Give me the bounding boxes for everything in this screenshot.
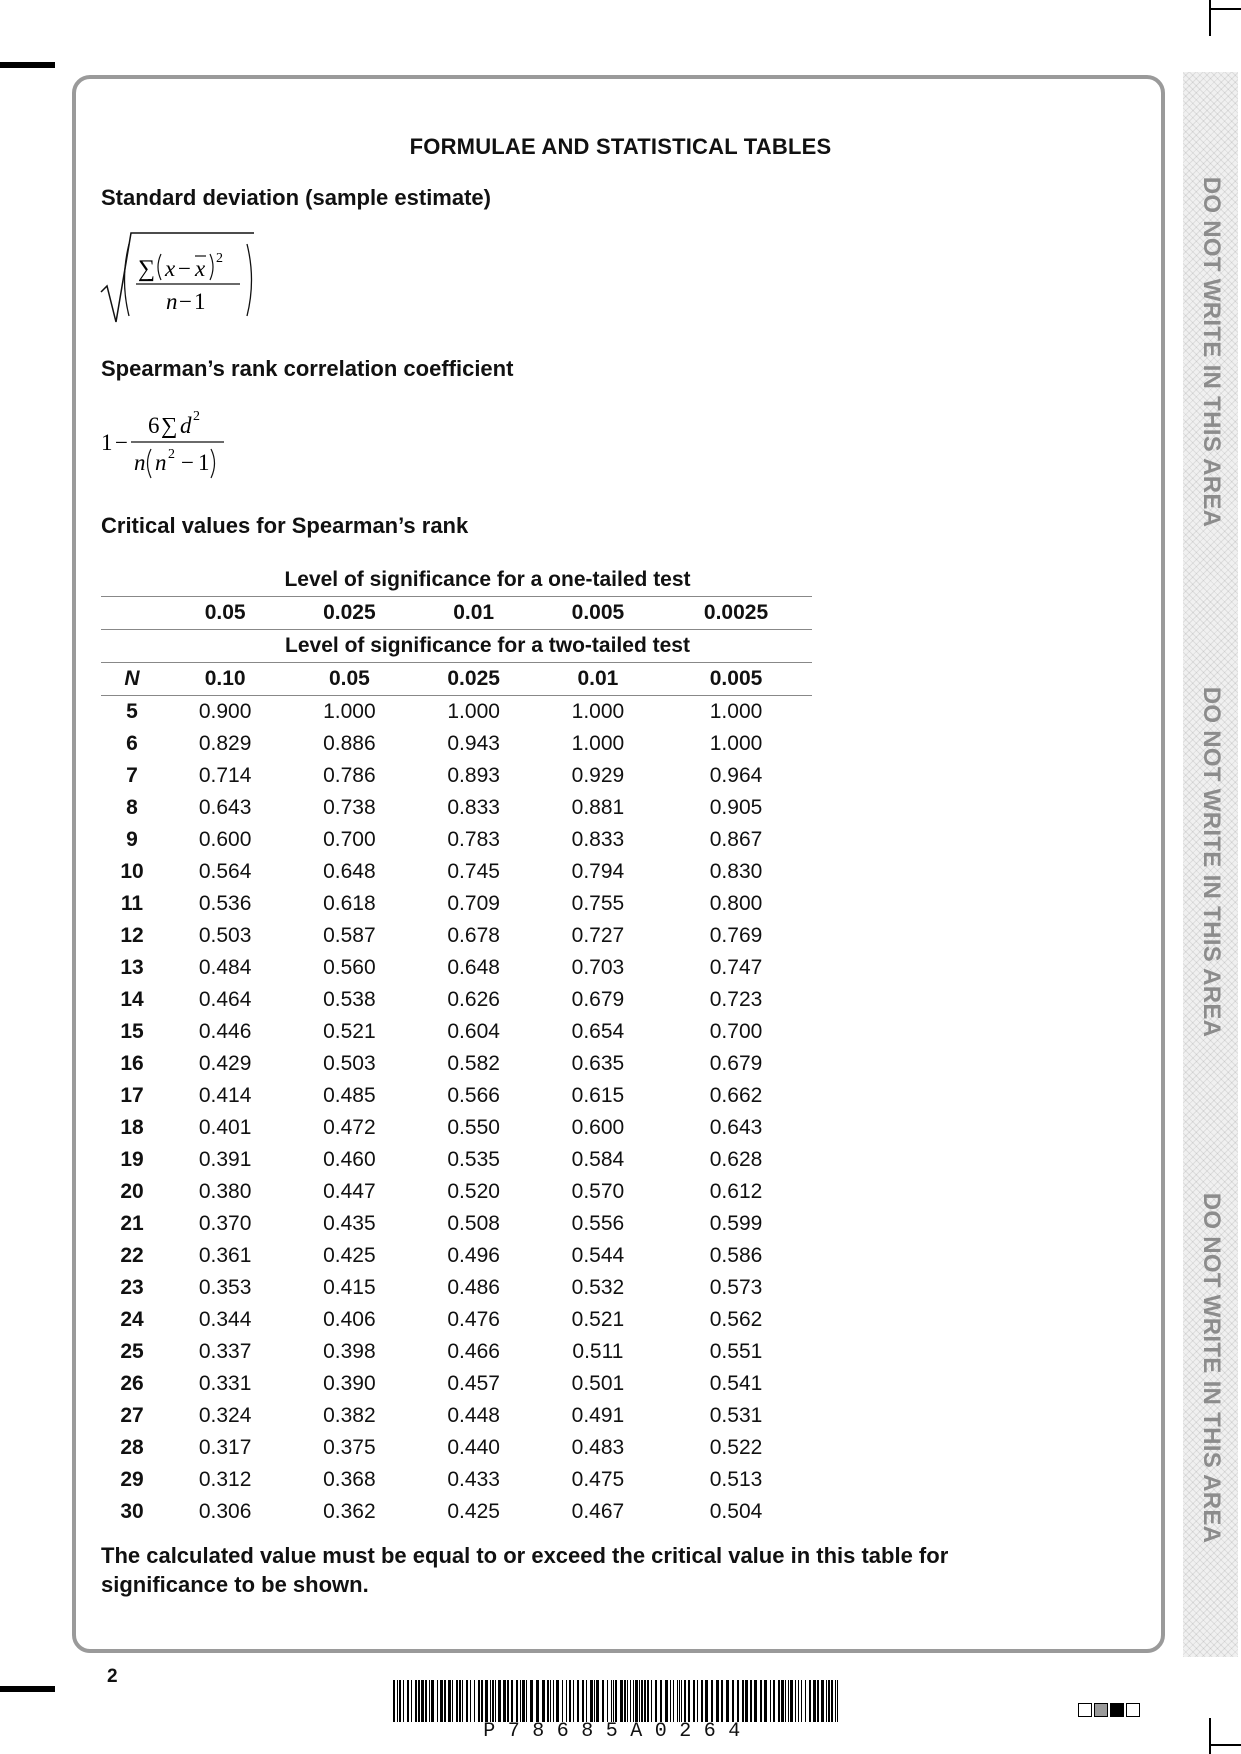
critical-value-cell: 0.337 [198,1340,252,1363]
critical-value-cell: 0.484 [198,956,252,979]
critical-values-heading: Critical values for Spearman’s rank [101,513,469,538]
critical-value-cell: 0.700 [323,828,376,851]
var-n: n [155,450,167,475]
table-row [101,760,812,792]
do-not-write-label: DO NOT WRITE IN THIS AREA [1198,176,1225,528]
critical-value-cell: 0.886 [323,732,376,755]
table-row [101,1272,812,1304]
registration-mark-bottom-left [0,1686,55,1692]
critical-value-cell: 0.615 [571,1084,625,1107]
critical-value-cell: 0.586 [709,1244,763,1267]
critical-value-cell: 0.560 [323,956,376,979]
critical-value-cell: 0.893 [447,764,500,787]
critical-value-cell: 0.599 [709,1212,763,1235]
critical-value-cell: 0.648 [323,860,376,883]
critical-value-cell: 0.353 [198,1276,252,1299]
critical-value-cell: 1.000 [447,700,500,723]
table-row [101,1176,812,1208]
sample-size-cell: 18 [120,1116,144,1139]
sample-size-cell: 6 [126,732,138,755]
critical-value-cell: 0.317 [198,1436,252,1459]
one-tailed-level: 0.0025 [660,597,812,630]
critical-value-cell: 0.964 [709,764,763,787]
critical-value-cell: 0.521 [571,1308,625,1331]
registration-mark-top-right-v [1209,0,1211,36]
critical-value-cell: 1.000 [709,700,763,723]
sample-size-cell: 26 [120,1372,144,1395]
critical-value-cell: 0.472 [323,1116,376,1139]
critical-value-cell: 0.485 [323,1084,376,1107]
sample-size-cell: 25 [120,1340,144,1363]
exponent-2: 2 [168,447,175,462]
two-tailed-level: 0.05 [287,663,411,696]
sample-size-cell: 9 [126,828,138,851]
sample-size-cell: 15 [120,1020,144,1043]
two-tailed-label-row [101,630,812,663]
critical-value-cell: 0.833 [571,828,625,851]
table-row [101,952,812,984]
table-row [101,824,812,856]
critical-value-cell: 0.306 [198,1500,252,1523]
barcode-image [393,1680,843,1722]
sample-size-cell: 11 [120,892,144,915]
critical-value-cell: 0.584 [571,1148,625,1171]
registration-mark-bottom-right-v [1209,1718,1211,1754]
sample-size-cell: 28 [120,1436,144,1459]
one-tailed-label-row [101,564,812,597]
sample-size-cell: 16 [120,1052,144,1075]
critical-value-cell: 0.829 [198,732,252,755]
critical-value-cell: 0.745 [447,860,500,883]
registration-mark-top-right-h [1209,8,1241,10]
table-row [101,1240,812,1272]
critical-value-cell: 0.390 [323,1372,376,1395]
two-tailed-level: 0.01 [536,663,660,696]
critical-value-cell: 0.361 [198,1244,252,1267]
critical-value-cell: 0.551 [709,1340,763,1363]
critical-value-cell: 0.401 [198,1116,252,1139]
critical-value-cell: 0.643 [198,796,252,819]
critical-value-cell: 0.406 [323,1308,376,1331]
critical-value-cell: 0.414 [198,1084,252,1107]
critical-value-cell: 0.648 [447,956,500,979]
minus-sign: − [178,256,191,281]
do-not-write-label: DO NOT WRITE IN THIS AREA [1198,686,1225,1038]
critical-value-cell: 0.447 [323,1180,376,1203]
critical-value-cell: 0.504 [709,1500,763,1523]
critical-value-cell: 0.679 [571,988,625,1011]
two-tailed-label: Level of significance for a two-tailed test [163,630,812,663]
sample-size-cell: 12 [120,924,144,947]
critical-value-cell: 0.503 [198,924,252,947]
table-row [101,1496,812,1528]
critical-value-cell: 0.429 [198,1052,252,1075]
sigma-symbol: ∑ [138,256,156,282]
critical-value-cell: 0.475 [571,1468,625,1491]
critical-value-cell: 0.370 [198,1212,252,1235]
critical-value-cell: 1.000 [709,732,763,755]
sample-size-cell: 22 [120,1244,144,1267]
critical-value-cell: 0.535 [447,1148,500,1171]
critical-value-cell: 0.433 [447,1468,500,1491]
table-row [101,1208,812,1240]
critical-value-cell: 0.483 [571,1436,625,1459]
critical-value-cell: 0.786 [323,764,376,787]
table-row [101,728,812,760]
critical-value-cell: 0.382 [323,1404,376,1427]
sample-size-cell: 20 [120,1180,144,1203]
critical-value-cell: 0.587 [323,924,376,947]
critical-value-cell: 0.425 [447,1500,500,1523]
one-tailed-levels-row [101,597,812,630]
critical-value-cell: 0.457 [447,1372,500,1395]
critical-value-cell: 0.679 [709,1052,763,1075]
sample-size-cell: 29 [120,1468,144,1491]
sample-size-cell: 14 [120,988,144,1011]
critical-value-cell: 1.000 [571,700,625,723]
var-n: n [134,450,146,475]
critical-value-cell: 0.511 [572,1340,624,1363]
critical-value-cell: 0.464 [198,988,252,1011]
do-not-write-label: DO NOT WRITE IN THIS AREA [1198,1192,1225,1544]
critical-value-cell: 0.929 [571,764,625,787]
critical-value-cell: 0.600 [571,1116,625,1139]
critical-value-cell: 0.570 [571,1180,625,1203]
critical-value-cell: 0.380 [198,1180,252,1203]
sample-size-cell: 17 [120,1084,144,1107]
critical-value-cell: 0.604 [447,1020,500,1043]
critical-value-cell: 0.531 [709,1404,763,1427]
critical-value-cell: 0.582 [447,1052,500,1075]
critical-value-cell: 0.905 [709,796,763,819]
one-tailed-level: 0.025 [287,597,411,630]
minus-sign: − [181,450,194,475]
critical-value-cell: 0.635 [571,1052,625,1075]
sample-size-cell: 13 [120,956,144,979]
critical-value-cell: 0.662 [709,1084,763,1107]
critical-value-cell: 0.900 [198,700,252,723]
critical-value-cell: 0.800 [709,892,763,915]
critical-value-cell: 0.508 [447,1212,500,1235]
sample-size-cell: 5 [126,700,138,723]
table-row [101,1368,812,1400]
critical-value-cell: 0.440 [447,1436,500,1459]
critical-value-cell: 0.446 [198,1020,252,1043]
critical-value-cell: 1.000 [571,732,625,755]
one-tailed-level: 0.05 [163,597,287,630]
critical-value-cell: 0.867 [709,828,763,851]
sd-formula [98,230,268,330]
critical-value-cell: 0.714 [198,764,252,787]
sd-heading: Standard deviation (sample estimate) [101,185,491,210]
critical-value-cell: 0.486 [447,1276,500,1299]
two-tailed-level: 0.10 [163,663,287,696]
critical-value-cell: 0.398 [323,1340,376,1363]
critical-value-cell: 0.654 [571,1020,625,1043]
critical-value-cell: 0.643 [709,1116,763,1139]
critical-value-cell: 0.503 [323,1052,376,1075]
critical-value-cell: 0.738 [323,796,376,819]
table-row [101,1400,812,1432]
critical-value-cell: 0.727 [571,924,625,947]
critical-value-cell: 0.331 [198,1372,252,1395]
n-column-header: N [101,663,163,696]
critical-value-cell: 0.678 [447,924,500,947]
critical-value-cell: 0.501 [571,1372,625,1395]
critical-value-cell: 0.522 [709,1436,763,1459]
critical-value-cell: 0.600 [198,828,252,851]
critical-value-cell: 0.709 [447,892,500,915]
var-n: n [166,289,178,314]
critical-value-cell: 0.513 [709,1468,763,1491]
critical-value-cell: 0.881 [571,796,625,819]
one-tailed-label: Level of significance for a one-tailed test [163,564,812,597]
critical-value-cell: 0.755 [571,892,625,915]
two-tailed-levels-row [101,663,812,696]
critical-value-cell: 0.536 [198,892,252,915]
sample-size-cell: 8 [126,796,138,819]
page-title: FORMULAE AND STATISTICAL TABLES [409,134,832,159]
sample-size-cell: 23 [120,1276,144,1299]
critical-value-cell: 0.564 [198,860,252,883]
critical-value-cell: 0.425 [323,1244,376,1267]
critical-value-cell: 0.723 [709,988,763,1011]
sample-size-cell: 7 [126,764,138,787]
var-d: d [180,413,192,438]
sample-size-cell: 19 [120,1148,144,1171]
critical-value-cell: 0.496 [447,1244,500,1267]
critical-value-cell: 0.783 [447,828,500,851]
sample-size-cell: 10 [120,860,144,883]
critical-value-cell: 0.612 [709,1180,763,1203]
table-row [101,1080,812,1112]
registration-mark-bottom-right-h [1209,1744,1241,1746]
spearman-heading: Spearman’s rank correlation coefficient [101,356,514,381]
critical-value-cell: 0.466 [447,1340,500,1363]
critical-value-cell: 0.703 [571,956,625,979]
critical-value-cell: 0.573 [709,1276,763,1299]
var-xbar: x [195,256,206,281]
one-tailed-level: 0.005 [536,597,660,630]
table-row [101,1112,812,1144]
table-row [101,920,812,952]
sigma-symbol: ∑ [161,413,178,438]
number-1: 1 [101,430,113,455]
critical-value-cell: 0.700 [709,1020,763,1043]
critical-value-cell: 0.344 [198,1308,252,1331]
table-row [101,984,812,1016]
table-row [101,1048,812,1080]
critical-value-cell: 0.362 [323,1500,376,1523]
exponent-2: 2 [193,409,200,424]
critical-value-cell: 0.391 [198,1148,252,1171]
critical-value-cell: 0.324 [198,1404,252,1427]
table-row [101,792,812,824]
one-tailed-level: 0.01 [412,597,536,630]
critical-values-table [101,564,812,1528]
registration-mark-top-left [0,62,55,68]
table-row [101,888,812,920]
minus-sign: − [115,430,128,455]
table-row [101,1336,812,1368]
number-6: 6 [148,413,160,438]
sample-size-cell: 21 [120,1212,144,1235]
critical-value-cell: 0.833 [447,796,500,819]
critical-value-cell: 1.000 [323,700,376,723]
var-x: x [165,256,176,281]
critical-value-cell: 0.532 [571,1276,625,1299]
critical-value-cell: 0.521 [323,1020,376,1043]
critical-value-cell: 0.538 [323,988,376,1011]
critical-value-cell: 0.476 [447,1308,500,1331]
critical-value-cell: 0.562 [709,1308,763,1331]
critical-value-cell: 0.830 [709,860,763,883]
minus-sign: − [179,289,192,314]
table-row [101,1432,812,1464]
critical-value-cell: 0.368 [323,1468,376,1491]
number-1: 1 [194,289,206,314]
critical-value-cell: 0.415 [323,1276,376,1299]
table-row [101,1016,812,1048]
two-tailed-level: 0.005 [660,663,812,696]
critical-value-cell: 0.618 [323,892,376,915]
table-row [101,696,812,729]
critical-value-cell: 0.467 [571,1500,625,1523]
critical-value-cell: 0.520 [447,1180,500,1203]
critical-value-cell: 0.550 [447,1116,500,1139]
number-1: 1 [198,450,210,475]
page-number: 2 [107,1666,118,1687]
critical-value-cell: 0.544 [571,1244,625,1267]
sample-size-cell: 27 [120,1404,144,1427]
critical-value-cell: 0.628 [709,1148,763,1171]
print-registration-squares [1078,1703,1140,1717]
critical-value-cell: 0.566 [447,1084,500,1107]
critical-value-cell: 0.541 [709,1372,763,1395]
critical-value-cell: 0.312 [198,1468,252,1491]
spearman-formula [98,402,238,492]
table-row [101,1464,812,1496]
two-tailed-level: 0.025 [412,663,536,696]
critical-value-cell: 0.448 [447,1404,500,1427]
critical-value-cell: 0.794 [571,860,625,883]
critical-value-cell: 0.747 [709,956,763,979]
critical-value-cell: 0.626 [447,988,500,1011]
table-row [101,1304,812,1336]
sample-size-cell: 30 [120,1500,144,1523]
table-row [101,1144,812,1176]
significance-note: The calculated value must be equal to or exceed the critical value in this table for significance to be shown. [101,1543,949,1597]
exponent-2: 2 [216,251,223,266]
critical-value-cell: 0.491 [571,1404,625,1427]
critical-value-cell: 0.435 [323,1212,376,1235]
critical-value-cell: 0.769 [709,924,763,947]
table-row [101,856,812,888]
critical-value-cell: 0.460 [323,1148,376,1171]
critical-value-cell: 0.556 [571,1212,625,1235]
critical-value-cell: 0.943 [447,732,500,755]
barcode-number: P78685A0264 [483,1720,753,1743]
critical-value-cell: 0.375 [323,1436,376,1459]
sample-size-cell: 24 [120,1308,144,1331]
